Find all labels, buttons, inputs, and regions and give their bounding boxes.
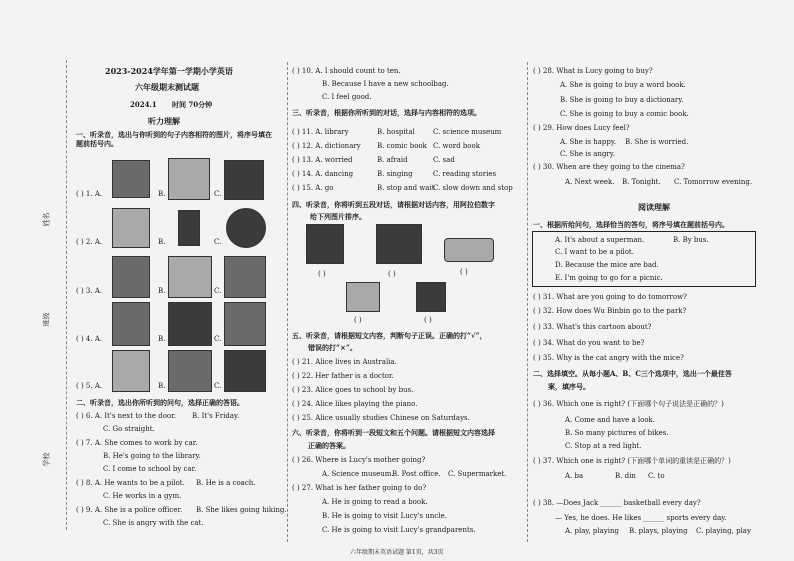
- question-38: ( ) 38. —Does Jack ______ basketball every day?: [533, 499, 701, 507]
- question-28-option-a: A. She is going to buy a word book.: [560, 81, 686, 89]
- option-letter: C.: [214, 190, 222, 198]
- question-13-option-c: C. sad: [433, 156, 455, 164]
- answer-paren: ( ): [354, 316, 362, 324]
- question-29-option-c: C. She is angry.: [560, 150, 616, 158]
- picture-option: [178, 210, 200, 246]
- question-27-option-b: B. He is going to visit Lucy's uncle.: [322, 512, 447, 520]
- question-38-option-a: A. play, playing: [565, 527, 619, 535]
- name-label: 姓名: [42, 212, 51, 227]
- picture-option: [112, 302, 150, 346]
- class-label: 班级: [42, 312, 51, 327]
- question-22: ( ) 22. Her father is a doctor.: [292, 372, 394, 380]
- question-12-option-a: ( ) 12. A. dictionary: [292, 142, 361, 150]
- column-divider-1: [287, 62, 288, 542]
- question-13-option-b: B. afraid: [377, 156, 408, 164]
- picture-option: [112, 350, 150, 392]
- column-divider-2: [527, 62, 528, 542]
- question-6-option-b: B. It's Friday.: [192, 412, 240, 420]
- exam-date: 2024.1: [130, 100, 157, 109]
- question-9-option-c: C. She is angry with the cat.: [103, 519, 204, 527]
- question-10-option-c: C. I feel good.: [322, 93, 372, 101]
- question-21: ( ) 21. Alice lives in Australia.: [292, 358, 397, 366]
- question-8-option-c: C. He works in a gym.: [103, 492, 182, 500]
- option-letter: C.: [214, 335, 222, 343]
- choice-d: D. Because the mice are bad.: [555, 261, 659, 269]
- exam-time: 时间 70分钟: [172, 100, 213, 109]
- picture-option: [112, 208, 150, 248]
- picture-option: [168, 158, 210, 200]
- option-letter: B.: [158, 238, 166, 246]
- question-30-option-a: A. Next week.: [565, 178, 615, 186]
- question-36-option-b: B. So many pictures of bikes.: [565, 429, 669, 437]
- question-6-option-c: C. Go straight.: [103, 425, 155, 433]
- choice-e: E. I'm going to go for a picnic.: [555, 274, 663, 282]
- picture-option: [168, 350, 212, 392]
- question-33: ( ) 33. What's this cartoon about?: [533, 323, 652, 331]
- picture-option: [224, 256, 266, 298]
- listening-section-title: 听力理解: [148, 116, 180, 126]
- question-29-option-a: A. She is happy.: [560, 138, 617, 146]
- question-36: ( ) 36. Which one is right? (下面哪个句子说法是正确的？): [533, 400, 724, 408]
- question-37-option-b: B. din: [615, 472, 636, 480]
- question-14-option-b: B. singing: [377, 170, 413, 178]
- question-15-option-a: ( ) 15. A. go: [292, 184, 334, 192]
- answer-choice-box: [532, 231, 756, 287]
- question-29: ( ) 29. How does Lucy feel?: [533, 124, 630, 132]
- question-35: ( ) 35. Why is the cat angry with the mice?: [533, 354, 684, 362]
- question-7-option-b: B. He's going to the library.: [103, 452, 201, 460]
- ordering-picture-qr: [416, 282, 446, 312]
- question-24: ( ) 24. Alice likes playing the piano.: [292, 400, 418, 408]
- question-38-option-b: B. plays, playing: [629, 527, 688, 535]
- option-letter: C.: [214, 382, 222, 390]
- question-12-option-b: B. comic book: [377, 142, 427, 150]
- reading-part1-instruction: 一、根据所给问句，选择恰当的答句，将序号填在题前括号内。: [533, 220, 729, 229]
- question-30-option-c: C. Tomorrow evening.: [674, 178, 753, 186]
- question-26-option-b: B. Post office.: [392, 470, 441, 478]
- question-9: ( ) 9. A. She is a police officer.: [76, 506, 183, 514]
- question-26-option-a: A. Science museum.: [322, 470, 394, 478]
- question-37-option-c: C. to: [648, 472, 665, 480]
- question-36-option-c: C. Stop at a red light.: [565, 442, 642, 450]
- reading-section-title: 阅读理解: [638, 202, 670, 212]
- question-26-option-c: C. Supermarket.: [448, 470, 507, 478]
- picture-option: [224, 302, 266, 346]
- part6-instruction-continued: 正确的答案。: [308, 441, 350, 450]
- question-31: ( ) 31. What are you going to do tomorrow?: [533, 293, 687, 301]
- option-letter: C.: [214, 287, 222, 295]
- question-13-option-a: ( ) 13. A. worried: [292, 156, 353, 164]
- choice-c: C. I want to be a pilot.: [555, 248, 634, 256]
- ordering-picture-1: [306, 224, 344, 264]
- question-9-option-b: B. She likes going hiking.: [196, 506, 287, 514]
- part6-instruction: 六、听录音，你将听到一段短文和五个问题。请根据短文内容选择: [292, 428, 495, 437]
- question-8: ( ) 8. A. He wants to be a pilot.: [76, 479, 185, 487]
- question-7-option-c: C. I come to school by car.: [103, 465, 197, 473]
- row-number: ( ) 4. A.: [76, 335, 103, 343]
- question-11-option-b: B. hospital: [377, 128, 415, 136]
- question-36-option-a: A. Come and have a look.: [565, 416, 656, 424]
- part5-instruction-continued: 错误的打“×”。: [308, 343, 357, 352]
- picture-option: [112, 256, 150, 298]
- question-14-option-a: ( ) 14. A. dancing: [292, 170, 354, 178]
- question-30-option-b: B. Tonight.: [622, 178, 661, 186]
- question-34: ( ) 34. What do you want to be?: [533, 339, 645, 347]
- option-letter: C.: [214, 238, 222, 246]
- question-38-option-c: C. playing, play: [696, 527, 751, 535]
- option-letter: B.: [158, 287, 166, 295]
- question-32: ( ) 32. How does Wu Binbin go to the park?: [533, 307, 687, 315]
- picture-option: [226, 208, 266, 248]
- school-label: 学校: [42, 452, 51, 467]
- question-8-option-b: B. He is a coach.: [196, 479, 256, 487]
- question-28-option-b: B. She is going to buy a dictionary.: [560, 96, 684, 104]
- question-28-option-c: C. She is going to buy a comic book.: [560, 110, 689, 118]
- picture-option: [224, 350, 266, 392]
- question-37-option-a: A. ba: [565, 472, 584, 480]
- page-subtitle: 六年级期末测试题: [135, 82, 199, 92]
- page-title: 2023-2024学年第一学期小学英语: [105, 66, 233, 76]
- answer-paren: ( ): [460, 268, 468, 276]
- part2-instruction: 二、听录音，选出你所听到的问句，选择正确的答语。: [76, 398, 244, 407]
- question-15-option-c: C. slow down and stop: [433, 184, 513, 192]
- question-7: ( ) 7. A. She comes to work by car.: [76, 439, 198, 447]
- row-number: ( ) 5. A.: [76, 382, 103, 390]
- option-letter: B.: [158, 382, 166, 390]
- question-29-option-b: B. She is worried.: [625, 138, 689, 146]
- ordering-picture-hospital: [346, 282, 380, 312]
- page-footer: 六年级期末英语试题 第1页，共3页: [350, 549, 444, 556]
- question-23: ( ) 23. Alice goes to school by bus.: [292, 386, 414, 394]
- option-letter: B.: [158, 335, 166, 343]
- reading-part2-instruction: 二、选择填空。从每小题A、B、C三个选项中，选出一个最佳答: [533, 369, 732, 378]
- part5-instruction: 五、听录音，请根据短文内容，判断句子正误。正确的打“√”，: [292, 331, 487, 340]
- question-28: ( ) 28. What is Lucy going to buy?: [533, 67, 653, 75]
- answer-paren: ( ): [388, 270, 396, 278]
- choice-a: A. It's about a superman.: [555, 236, 645, 244]
- question-12-option-c: C. word book: [433, 142, 480, 150]
- reading-part2-instruction-continued: 案，填序号。: [548, 382, 590, 391]
- choice-b: B. By bus.: [673, 236, 709, 244]
- option-letter: B.: [158, 190, 166, 198]
- row-number: ( ) 2. A.: [76, 238, 103, 246]
- question-14-option-c: C. reading stories: [433, 170, 497, 178]
- binding-line: [66, 60, 67, 530]
- question-37: ( ) 37. Which one is right? (下面哪个单词的重读是正确的？): [533, 457, 731, 465]
- picture-option: [112, 160, 150, 198]
- question-6: ( ) 6. A. It's next to the door.: [76, 412, 176, 420]
- part4-instruction-continued: 给下列图片排序。: [310, 212, 366, 221]
- answer-paren: ( ): [424, 316, 432, 324]
- picture-option: [168, 302, 212, 346]
- part1-instruction: 一、听录音，选出与你听到的句子内容相符的图片，将序号填在题前括号内。: [76, 130, 272, 148]
- question-38-reply: — Yes, he does. He likes ______ sports every day.: [555, 514, 727, 522]
- question-11-option-a: ( ) 11. A. library: [292, 128, 349, 136]
- question-11-option-c: C. science museum: [433, 128, 502, 136]
- row-number: ( ) 1. A.: [76, 190, 103, 198]
- question-25: ( ) 25. Alice usually studies Chinese on Saturdays.: [292, 414, 470, 422]
- row-number: ( ) 3. A.: [76, 287, 103, 295]
- part3-instruction: 三、听录音，根据你所听到的对话，选择与内容相符的选项。: [292, 108, 481, 117]
- question-27-option-c: C. He is going to visit Lucy's grandparents.: [322, 526, 476, 534]
- question-10: ( ) 10. A. I should count to ten.: [292, 67, 401, 75]
- picture-option: [168, 256, 212, 298]
- picture-option: [224, 160, 264, 200]
- question-30: ( ) 30. When are they going to the cinema?: [533, 163, 685, 171]
- question-15-option-b: B. stop and wait: [377, 184, 435, 192]
- question-27: ( ) 27. What is her father going to do?: [292, 484, 427, 492]
- question-27-option-a: A. He is going to read a book.: [322, 498, 428, 506]
- part4-instruction: 四、听录音，你将听到五段对话，请根据对话内容，用阿拉伯数字: [292, 200, 495, 209]
- question-26: ( ) 26. Where is Lucy's mother going?: [292, 456, 426, 464]
- question-10-option-b: B. Because I have a new schoolbag.: [322, 80, 449, 88]
- ordering-picture-2: [376, 224, 422, 264]
- ordering-picture-bus: [444, 238, 494, 262]
- answer-paren: ( ): [318, 270, 326, 278]
